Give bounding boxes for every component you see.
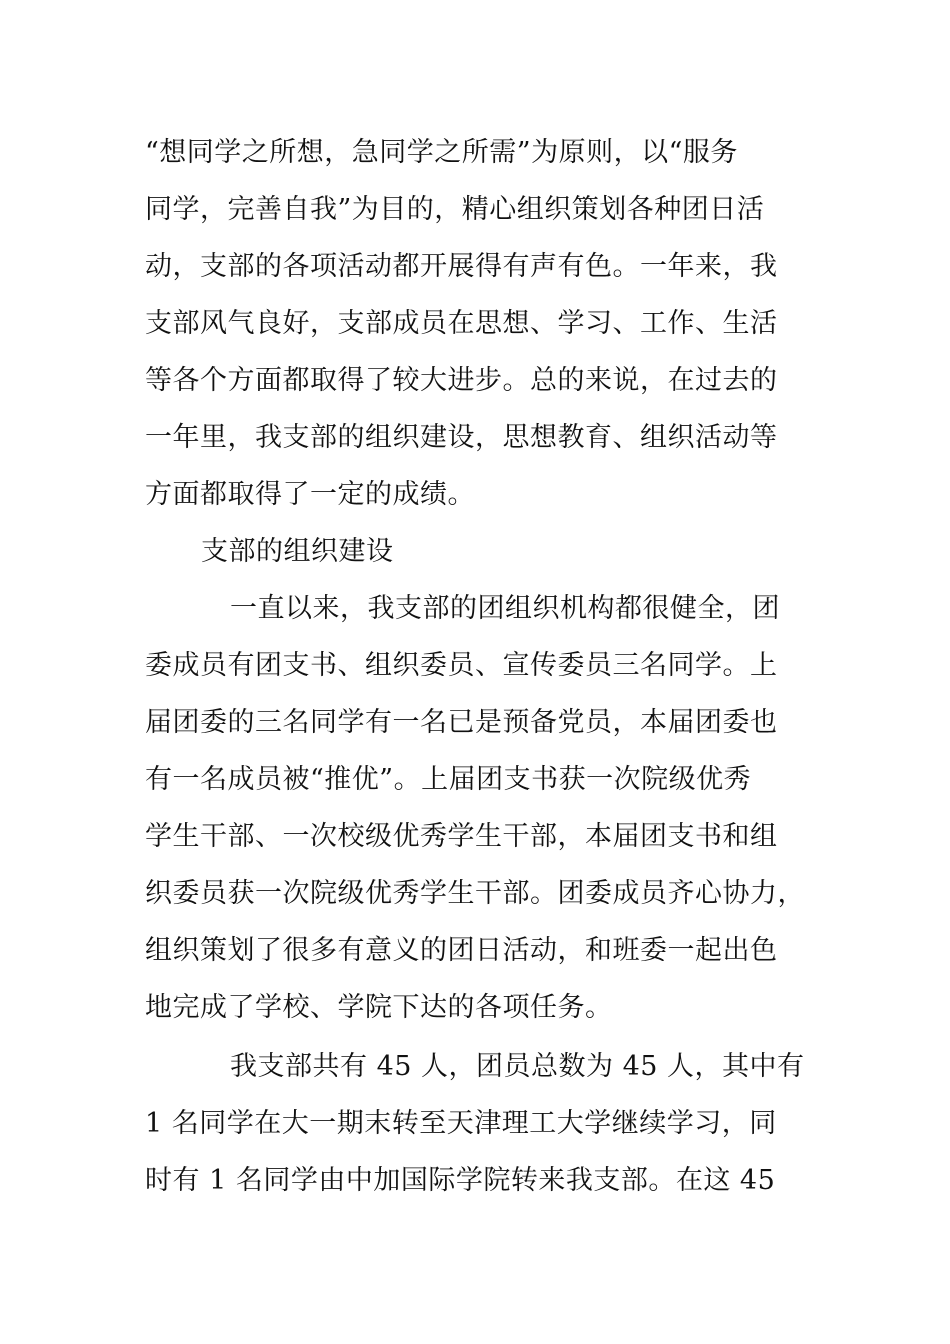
paragraph-line: 一直以来，我支部的团组织机构都很健全，团	[230, 593, 780, 624]
paragraph-line: 时有 1 名同学由中加国际学院转来我支部。在这 45	[145, 1165, 776, 1196]
paragraph-line: 一年里，我支部的组织建设，思想教育、组织活动等	[145, 422, 778, 453]
paragraph-line: 等各个方面都取得了较大进步。总的来说，在过去的	[145, 365, 778, 396]
paragraph-line: 地完成了学校、学院下达的各项任务。	[145, 992, 613, 1023]
paragraph-line: 学生干部、一次校级优秀学生干部，本届团支书和组	[145, 821, 778, 852]
paragraph-line: 支部风气良好，支部成员在思想、学习、工作、生活	[145, 308, 778, 339]
paragraph-line: 我支部共有 45 人，团员总数为 45 人，其中有	[230, 1051, 805, 1082]
paragraph-line: 组织策划了很多有意义的团日活动，和班委一起出色	[145, 935, 778, 966]
paragraph-line: 动，支部的各项活动都开展得有声有色。一年来，我	[145, 251, 778, 282]
paragraph-line: 1 名同学在大一期末转至天津理工大学继续学习，同	[145, 1108, 777, 1139]
paragraph-line: 方面都取得了一定的成绩。	[145, 479, 475, 510]
paragraph-line: 委成员有团支书、组织委员、宣传委员三名同学。上	[145, 650, 778, 681]
paragraph-line: “想同学之所想，急同学之所需”为原则，以“服务	[145, 137, 738, 168]
paragraph-line: 织委员获一次院级优秀学生干部。团委成员齐心协力，	[145, 878, 805, 909]
section-heading: 支部的组织建设	[201, 536, 394, 567]
paragraph-line: 同学，完善自我”为目的，精心组织策划各种团日活	[145, 194, 765, 225]
paragraph-line: 届团委的三名同学有一名已是预备党员，本届团委也	[145, 707, 778, 738]
paragraph-line: 有一名成员被“推优”。上届团支书获一次院级优秀	[145, 764, 752, 795]
